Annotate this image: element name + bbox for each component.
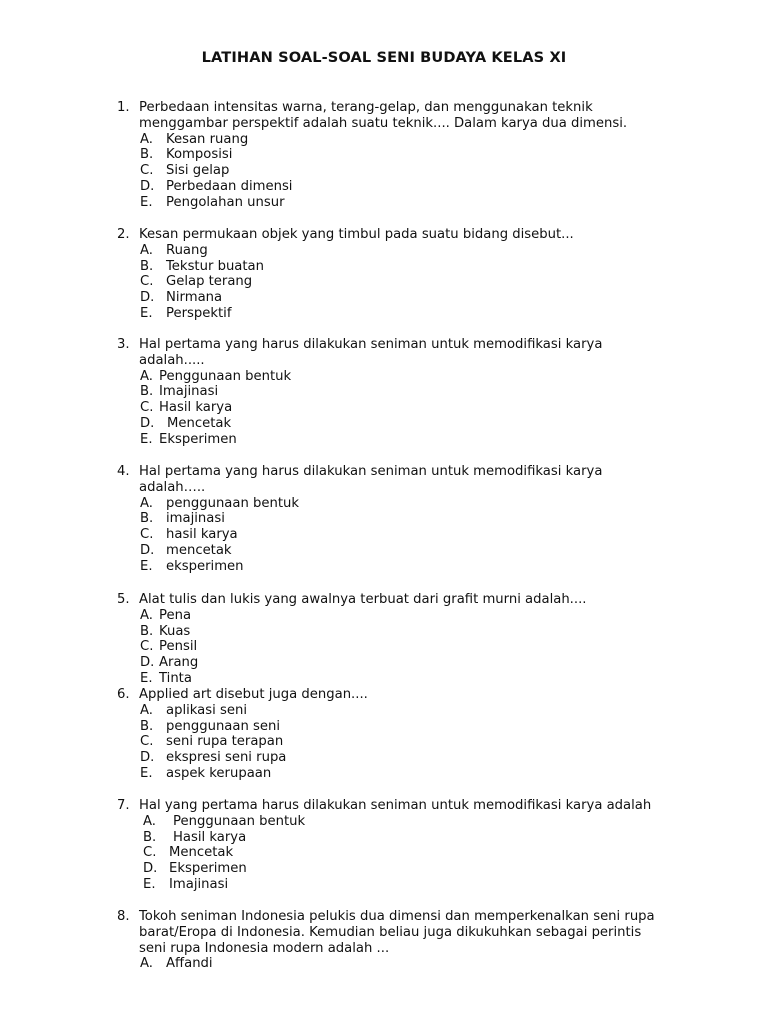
question-text-line: adalah..... <box>139 352 205 368</box>
question-7 <box>117 798 757 893</box>
question-2 <box>117 227 757 322</box>
option-d <box>140 179 757 195</box>
option-text: Pena <box>159 607 192 623</box>
option-c <box>140 163 757 179</box>
option-d <box>140 290 757 306</box>
question-number: 8. <box>117 909 130 924</box>
option-e <box>140 559 757 575</box>
option-b <box>140 511 757 527</box>
option-text: eksperimen <box>166 558 244 574</box>
option-e <box>140 195 757 211</box>
question-text-line: seni rupa Indonesia modern adalah ... <box>139 940 390 956</box>
option-letter: D. <box>140 655 155 671</box>
option-letter: A. <box>140 607 153 623</box>
option-letter: A. <box>140 495 153 511</box>
option-letter: B. <box>140 511 154 527</box>
option-letter: C. <box>140 639 154 655</box>
option-text: Sisi gelap <box>166 163 230 179</box>
option-c <box>140 639 757 655</box>
option-text: imajinasi <box>166 511 225 527</box>
option-letter: E. <box>140 431 153 447</box>
option-text: aplikasi seni <box>166 702 247 718</box>
option-letter: C. <box>140 400 154 416</box>
option-b <box>140 719 757 735</box>
option-e <box>140 432 757 448</box>
option-letter: B. <box>140 258 154 274</box>
option-letter: A. <box>143 813 156 829</box>
option-e <box>140 766 757 782</box>
option-text: hasil karya <box>166 527 238 543</box>
option-d <box>140 750 757 766</box>
option-d <box>140 416 757 432</box>
option-text: penggunaan bentuk <box>166 495 300 511</box>
option-letter: A. <box>140 242 153 258</box>
option-letter: B. <box>143 829 157 845</box>
option-letter: D. <box>140 542 155 558</box>
option-text: mencetak <box>166 542 232 558</box>
question-text-line: Kesan permukaan objek yang timbul pada suatu bidang disebut... <box>139 227 574 242</box>
option-a <box>140 608 757 624</box>
option-letter: A. <box>140 368 153 384</box>
option-a <box>140 703 757 719</box>
question-number: 7. <box>117 798 130 813</box>
option-a <box>140 496 757 512</box>
question-text-line: adalah….. <box>139 479 206 495</box>
option-text: aspek kerupaan <box>166 765 272 781</box>
option-e <box>140 306 757 322</box>
question-number: 4. <box>117 464 130 479</box>
option-text: Perspektif <box>166 305 232 321</box>
option-text: Gelap terang <box>166 274 253 290</box>
option-text: Pensil <box>159 639 198 655</box>
option-text: Pengolahan unsur <box>166 194 285 210</box>
option-d <box>140 861 757 877</box>
option-letter: B. <box>140 718 154 734</box>
question-text-line: Hal pertama yang harus dilakukan seniman untuk memodifikasi karya <box>139 464 603 479</box>
option-text: Mencetak <box>169 845 234 861</box>
option-text: Hasil karya <box>173 829 247 845</box>
option-d <box>140 655 757 671</box>
option-letter: E. <box>143 876 156 892</box>
option-letter: C. <box>140 163 154 179</box>
option-text: Komposisi <box>166 147 233 163</box>
option-text: Hasil karya <box>159 400 233 416</box>
option-letter: D. <box>140 415 155 431</box>
option-text: Penggunaan bentuk <box>159 368 292 384</box>
option-text: Tekstur buatan <box>166 258 264 274</box>
option-text: Imajinasi <box>159 384 219 400</box>
question-text-line: Perbedaan intensitas warna, terang-gelap, dan menggunakan teknik <box>139 100 593 115</box>
question-6 <box>117 687 757 782</box>
option-letter: A. <box>140 702 153 718</box>
question-number: 1. <box>117 100 130 115</box>
option-letter: E. <box>140 305 153 321</box>
option-letter: E. <box>140 765 153 781</box>
option-text: Eksperimen <box>159 431 237 447</box>
question-number: 6. <box>117 687 130 702</box>
question-3 <box>117 337 757 448</box>
option-letter: A. <box>140 131 153 147</box>
option-text: Kuas <box>159 623 191 639</box>
option-letter: C. <box>140 527 154 543</box>
option-text: Affandi <box>166 956 213 972</box>
option-c <box>140 274 757 290</box>
option-text: Ruang <box>166 242 208 258</box>
option-text: Perbedaan dimensi <box>166 178 293 194</box>
question-text-line: Tokoh seniman Indonesia pelukis dua dimensi dan memperkenalkan seni rupa <box>139 909 655 924</box>
question-text-line: Alat tulis dan lukis yang awalnya terbuat dari grafit murni adalah.... <box>139 592 587 607</box>
option-c <box>140 527 757 543</box>
option-d <box>140 543 757 559</box>
option-b <box>140 624 757 640</box>
option-text: Arang <box>159 655 199 671</box>
question-text-line: menggambar perspektif adalah suatu teknik.... Dalam karya dua dimensi. <box>139 115 628 131</box>
option-letter: A. <box>140 956 153 972</box>
option-text: Mencetak <box>167 415 232 431</box>
option-text: ekspresi seni rupa <box>166 750 287 766</box>
option-a <box>140 956 757 972</box>
question-number: 3. <box>117 337 130 352</box>
question-text-line: Hal yang pertama harus dilakukan seniman untuk memodifikasi karya adalah <box>139 798 652 813</box>
option-text: Eksperimen <box>169 861 247 877</box>
option-e <box>140 671 757 687</box>
page-title: LATIHAN SOAL-SOAL SENI BUDAYA KELAS XI <box>201 49 567 66</box>
option-letter: D. <box>140 178 155 194</box>
option-a <box>140 814 757 830</box>
option-letter: E. <box>140 194 153 210</box>
option-a <box>140 132 757 148</box>
question-number: 5. <box>117 592 130 607</box>
option-e <box>140 877 757 893</box>
question-text-line: barat/Eropa di Indonesia. Kemudian beliau juga dikukuhkan sebagai perintis <box>139 924 642 940</box>
option-letter: C. <box>143 845 157 861</box>
option-b <box>140 830 757 846</box>
option-b <box>140 147 757 163</box>
option-a <box>140 243 757 259</box>
question-text-line: Hal pertama yang harus dilakukan seniman untuk memodifikasi karya <box>139 337 603 352</box>
option-letter: B. <box>140 147 154 163</box>
option-text: Nirmana <box>166 290 223 306</box>
option-c <box>140 400 757 416</box>
question-4 <box>117 464 757 575</box>
option-letter: B. <box>140 384 154 400</box>
option-letter: B. <box>140 623 154 639</box>
option-letter: D. <box>143 861 158 877</box>
option-text: Kesan ruang <box>166 131 249 147</box>
option-text: seni rupa terapan <box>166 734 284 750</box>
question-number: 2. <box>117 227 130 242</box>
option-text: Imajinasi <box>169 876 229 892</box>
option-text: Penggunaan bentuk <box>173 813 306 829</box>
option-text: Tinta <box>159 670 192 686</box>
option-letter: D. <box>140 290 155 306</box>
option-c <box>140 734 757 750</box>
option-b <box>140 259 757 275</box>
option-letter: E. <box>140 670 153 686</box>
option-letter: C. <box>140 274 154 290</box>
option-letter: C. <box>140 734 154 750</box>
option-b <box>140 384 757 400</box>
question-1 <box>117 100 757 211</box>
option-c <box>140 845 757 861</box>
option-letter: D. <box>140 750 155 766</box>
question-text-line: Applied art disebut juga dengan.... <box>139 687 368 702</box>
option-text: penggunaan seni <box>166 718 281 734</box>
question-8 <box>117 909 757 972</box>
option-a <box>140 369 757 385</box>
option-letter: E. <box>140 558 153 574</box>
question-5 <box>117 592 757 687</box>
